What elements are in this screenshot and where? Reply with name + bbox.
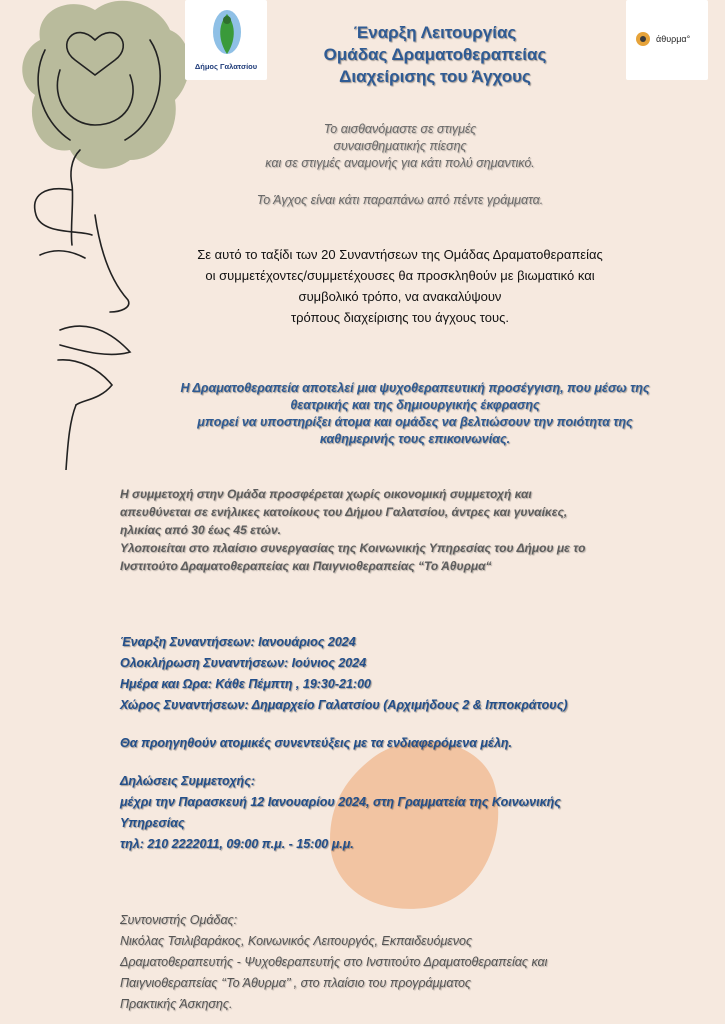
coordinator-heading: Συντονιστής Ομάδας: [120,913,238,927]
coordinator-text [120,910,720,1015]
coordinator-line: Πρακτικής Άσκησης. [120,997,233,1011]
coordinator-line: Νικόλας Τσιλιβαράκος, Κοινωνικός Λειτουργός, Εκπαιδευόμενος [120,934,473,948]
coordinator-line: Δραματοθεραπευτής - Ψυχοθεραπευτής στο Ινστιτούτο Δραματοθεραπείας και [120,955,548,969]
participation-text [120,485,720,575]
registration-line: Υπηρεσίας [120,816,185,830]
face-chin [58,360,112,405]
rose-stem [71,150,80,245]
schedule-line: Χώρος Συναντήσεων: Δημαρχείο Γαλατσίου (Αρχιμήδους 2 & Ιπποκράτους) [120,698,568,712]
participation-line: ηλικίας από 30 έως 45 ετών. [120,523,281,537]
intro-line: Το αισθανόμαστε σε στιγμές [323,122,477,136]
title-line: Διαχείρισης του Άγχους [339,67,531,86]
definition-line: θεατρικής και της δημιουργικής έκφρασης [290,398,540,412]
face-lips [60,326,130,354]
definition-line: καθημερινής τους επικοινωνίας. [319,432,511,446]
registration-phone: τηλ: 210 2222011, 09:00 π.μ. - 15:00 μ.μ. [120,837,354,851]
definition-text [115,380,715,448]
participation-line: Η συμμετοχή στην Ομάδα προσφέρεται χωρίς οικονομική συμμετοχή και [120,487,532,501]
journey-line: τρόπους διαχείρισης του άγχους τους. [291,310,509,325]
participation-line: Ινστιτούτο Δραματοθεραπείας και Παιγνιοθεραπείας “Το Άθυρμα“ [120,559,492,573]
title-line: Ομάδας Δραματοθεραπείας [323,45,547,64]
title-line: Έναρξη Λειτουργίας [353,23,517,42]
journey-line: Σε αυτό το ταξίδι των 20 Συναντήσεων της Ομάδας Δραματοθεραπείας [197,247,603,262]
journey-line: συμβολικό τρόπο, να ανακαλύψουν [298,289,502,304]
registration-line: μέχρι την Παρασκευή 12 Ιανουαρίου 2024, στη Γραμματεία της Κοινωνικής [120,795,561,809]
schedule-details [120,632,720,855]
participation-line: Υλοποιείται στο πλαίσιο συνεργασίας της Κοινωνικής Υπηρεσίας του Δήμου με το [120,541,586,555]
participation-line: απευθύνεται σε ενήλικες κατοίκους του Δήμου Γαλατσίου, άντρες και γυναίκες, [120,505,568,519]
athyrma-logo [626,0,708,80]
intro-line: Το Άγχος είναι κάτι παραπάνω από πέντε γράμματα. [256,193,544,207]
coordinator-line: Παιγνιοθεραπείας ‘‘Το Άθυρμα’’ , στο πλαίσιο του προγράμματος [120,976,471,990]
athyrma-name: άθυρμα° [656,34,691,44]
page-title [270,22,600,88]
face-eye [40,251,85,258]
journey-text [110,244,690,328]
athyrma-spinning-top-icon [634,30,652,48]
definition-line: μπορεί να υποστηρίξει άτομα και ομάδες να βελτιώσουν την ποιότητα της [197,415,633,429]
journey-line: οι συμμετέχοντες/συμμετέχουσες θα προσκληθούν με βιωματικό και [205,268,595,283]
interviews-note: Θα προηγηθούν ατομικές συνεντεύξεις με τα ενδιαφερόμενα μέλη. [120,736,513,750]
schedule-line: Ημέρα και Ωρα: Κάθε Πέμπτη , 19:30-21:00 [120,677,371,691]
definition-line: Η Δραματοθεραπεία αποτελεί μια ψυχοθεραπευτική προσέγγιση, που μέσω της [180,381,650,395]
face-neck [66,405,76,470]
intro-text [150,121,650,209]
intro-line: συναισθηματικής πίεσης [333,139,467,153]
face-brow [35,189,92,235]
municipality-name: Δήμος Γαλατσίου [194,62,258,71]
intro-line: και σε στιγμές αναμονής για κάτι πολύ σημαντικό. [265,156,535,170]
municipality-logo [185,0,267,80]
schedule-line: Ολοκλήρωση Συναντήσεων: Ιούνιος 2024 [120,656,367,670]
municipality-emblem-icon [207,6,247,58]
registration-heading: Δηλώσεις Συμμετοχής: [120,774,256,788]
schedule-line: Έναρξη Συναντήσεων: Ιανουάριος 2024 [120,635,356,649]
